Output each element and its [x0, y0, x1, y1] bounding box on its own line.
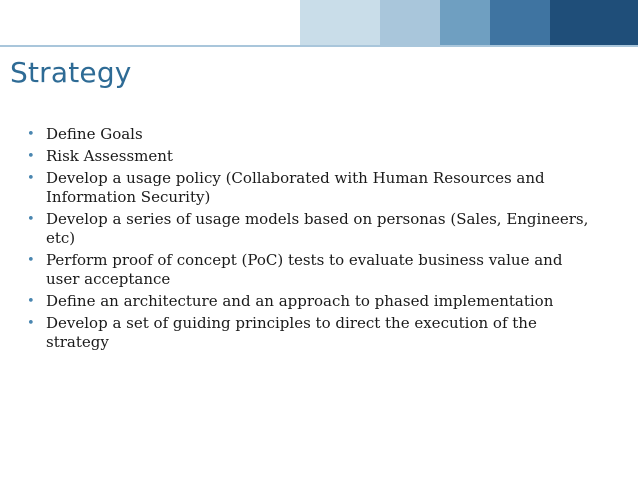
bullet-text: Risk Assessment — [46, 147, 173, 165]
bullet-icon: • — [27, 127, 35, 142]
bullet-icon: • — [27, 316, 35, 331]
bullet-icon: • — [27, 294, 35, 309]
banner-block-pale-blue — [300, 0, 380, 45]
bullet-icon: • — [27, 171, 35, 186]
bullet-text: Define Goals — [46, 125, 143, 143]
bullet-text: Develop a usage policy (Collaborated with Human Resources and Information Security) — [46, 169, 545, 206]
bullet-item — [27, 125, 597, 144]
bullet-text: Perform proof of concept (PoC) tests to evaluate business value and user acceptance — [46, 251, 563, 288]
banner-block-dark-blue — [550, 0, 638, 45]
bullet-item — [27, 147, 597, 166]
bullet-icon: • — [27, 212, 35, 227]
bullet-item — [27, 292, 597, 311]
bullet-item — [27, 314, 597, 352]
header-banner — [0, 0, 638, 45]
bullet-text: Develop a set of guiding principles to direct the execution of the strategy — [46, 314, 537, 351]
bullet-icon: • — [27, 253, 35, 268]
slide-title: Strategy — [10, 56, 132, 89]
bullet-text: Develop a series of usage models based on personas (Sales, Engineers, etc) — [46, 210, 589, 247]
header-divider — [0, 45, 638, 47]
bullet-item — [27, 210, 597, 248]
bullet-item — [27, 169, 597, 207]
banner-block-light-blue — [380, 0, 440, 45]
banner-block-blue — [490, 0, 550, 45]
banner-block-mid-blue — [440, 0, 490, 45]
bullet-icon: • — [27, 149, 35, 164]
banner-block-white — [0, 0, 300, 45]
bullet-text: Define an architecture and an approach to phased implementation — [46, 292, 554, 310]
bullet-item — [27, 251, 597, 289]
bullet-list — [27, 125, 597, 355]
